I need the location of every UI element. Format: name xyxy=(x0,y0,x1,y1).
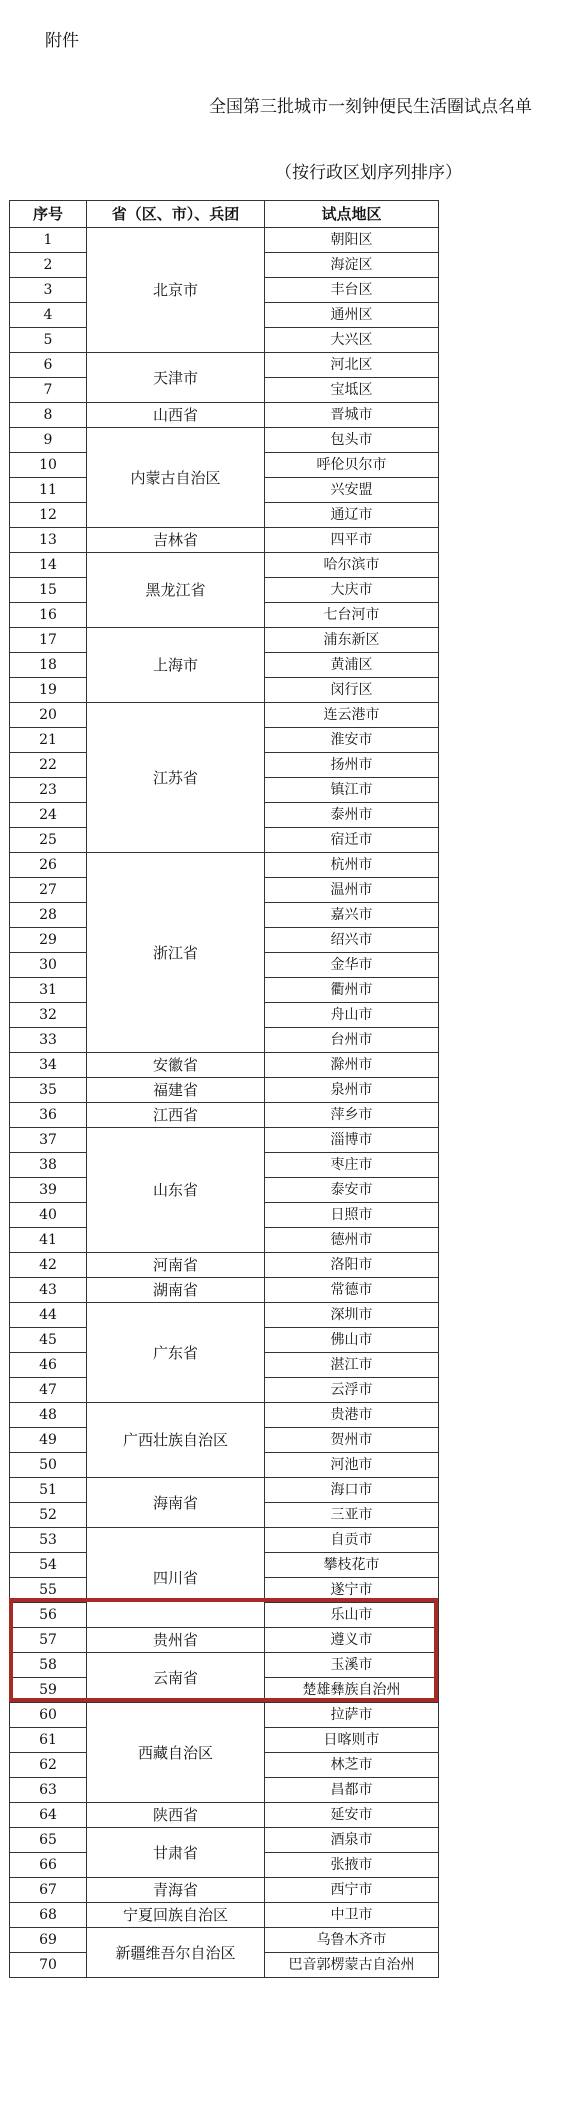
province-cell: 西藏自治区 xyxy=(87,1703,265,1803)
column-header-province: 省（区、市）、兵团 xyxy=(87,201,265,228)
row-number: 46 xyxy=(10,1353,87,1378)
table-row xyxy=(10,1703,439,1728)
area-cell: 河池市 xyxy=(265,1453,439,1478)
area-cell: 杭州市 xyxy=(265,853,439,878)
province-cell: 甘肃省 xyxy=(87,1828,265,1878)
row-number: 64 xyxy=(10,1803,87,1828)
province-cell: 陕西省 xyxy=(87,1803,265,1828)
province-cell: 贵州省 xyxy=(87,1628,265,1653)
area-cell: 日照市 xyxy=(265,1203,439,1228)
area-cell: 日喀则市 xyxy=(265,1728,439,1753)
area-cell: 四平市 xyxy=(265,528,439,553)
row-number: 40 xyxy=(10,1203,87,1228)
table-row xyxy=(10,1628,439,1653)
table-row xyxy=(10,1878,439,1903)
province-cell: 内蒙古自治区 xyxy=(87,428,265,528)
area-cell: 大兴区 xyxy=(265,328,439,353)
row-number: 9 xyxy=(10,428,87,453)
area-cell: 自贡市 xyxy=(265,1528,439,1553)
area-cell: 枣庄市 xyxy=(265,1153,439,1178)
row-number: 48 xyxy=(10,1403,87,1428)
row-number: 18 xyxy=(10,653,87,678)
row-number: 15 xyxy=(10,578,87,603)
row-number: 17 xyxy=(10,628,87,653)
province-cell: 北京市 xyxy=(87,228,265,353)
table-row xyxy=(10,228,439,253)
area-cell: 德州市 xyxy=(265,1228,439,1253)
area-cell: 河北区 xyxy=(265,353,439,378)
row-number: 52 xyxy=(10,1503,87,1528)
table-row xyxy=(10,1478,439,1503)
table-row xyxy=(10,1653,439,1678)
area-cell: 佛山市 xyxy=(265,1328,439,1353)
province-cell: 天津市 xyxy=(87,353,265,403)
row-number: 31 xyxy=(10,978,87,1003)
table-row xyxy=(10,1403,439,1428)
area-cell: 西宁市 xyxy=(265,1878,439,1903)
area-cell: 乌鲁木齐市 xyxy=(265,1928,439,1953)
row-number: 54 xyxy=(10,1553,87,1578)
table-row xyxy=(10,628,439,653)
row-number: 13 xyxy=(10,528,87,553)
province-cell: 江苏省 xyxy=(87,703,265,853)
row-number: 42 xyxy=(10,1253,87,1278)
row-number: 28 xyxy=(10,903,87,928)
area-cell: 三亚市 xyxy=(265,1503,439,1528)
area-cell: 中卫市 xyxy=(265,1903,439,1928)
row-number: 32 xyxy=(10,1003,87,1028)
row-number: 12 xyxy=(10,503,87,528)
row-number: 57 xyxy=(10,1628,87,1653)
area-cell: 镇江市 xyxy=(265,778,439,803)
area-cell: 遂宁市 xyxy=(265,1578,439,1603)
province-cell: 江西省 xyxy=(87,1103,265,1128)
row-number: 2 xyxy=(10,253,87,278)
attachment-label: 附件 xyxy=(45,31,79,51)
table-header-row xyxy=(10,201,439,228)
row-number: 68 xyxy=(10,1903,87,1928)
area-cell: 张掖市 xyxy=(265,1853,439,1878)
table-row xyxy=(10,528,439,553)
row-number: 60 xyxy=(10,1703,87,1728)
table-row xyxy=(10,1278,439,1303)
column-header-index: 序号 xyxy=(10,201,87,228)
row-number: 44 xyxy=(10,1303,87,1328)
area-cell: 昌都市 xyxy=(265,1778,439,1803)
area-cell: 连云港市 xyxy=(265,703,439,728)
row-number: 14 xyxy=(10,553,87,578)
area-cell: 浦东新区 xyxy=(265,628,439,653)
row-number: 1 xyxy=(10,228,87,253)
row-number: 16 xyxy=(10,603,87,628)
row-number: 34 xyxy=(10,1053,87,1078)
row-number: 39 xyxy=(10,1178,87,1203)
province-cell: 河南省 xyxy=(87,1253,265,1278)
area-cell: 台州市 xyxy=(265,1028,439,1053)
area-cell: 绍兴市 xyxy=(265,928,439,953)
area-cell: 延安市 xyxy=(265,1803,439,1828)
area-cell: 衢州市 xyxy=(265,978,439,1003)
area-cell: 闵行区 xyxy=(265,678,439,703)
row-number: 65 xyxy=(10,1828,87,1853)
area-cell: 巴音郭楞蒙古自治州 xyxy=(265,1953,439,1978)
sort-note: （按行政区划序列排序） xyxy=(275,163,462,183)
table-row xyxy=(10,1528,439,1553)
row-number: 47 xyxy=(10,1378,87,1403)
row-number: 58 xyxy=(10,1653,87,1678)
row-number: 53 xyxy=(10,1528,87,1553)
area-cell: 丰台区 xyxy=(265,278,439,303)
area-cell: 攀枝花市 xyxy=(265,1553,439,1578)
table-row xyxy=(10,1928,439,1953)
area-cell: 深圳市 xyxy=(265,1303,439,1328)
row-number: 11 xyxy=(10,478,87,503)
area-cell: 哈尔滨市 xyxy=(265,553,439,578)
area-cell: 遵义市 xyxy=(265,1628,439,1653)
row-number: 69 xyxy=(10,1928,87,1953)
row-number: 63 xyxy=(10,1778,87,1803)
row-number: 55 xyxy=(10,1578,87,1603)
area-cell: 湛江市 xyxy=(265,1353,439,1378)
province-cell: 黑龙江省 xyxy=(87,553,265,628)
area-cell: 黄浦区 xyxy=(265,653,439,678)
row-number: 20 xyxy=(10,703,87,728)
area-cell: 宿迁市 xyxy=(265,828,439,853)
area-cell: 贺州市 xyxy=(265,1428,439,1453)
row-number: 62 xyxy=(10,1753,87,1778)
area-cell: 通州区 xyxy=(265,303,439,328)
province-cell: 广西壮族自治区 xyxy=(87,1403,265,1478)
row-number: 30 xyxy=(10,953,87,978)
table-row xyxy=(10,853,439,878)
row-number: 37 xyxy=(10,1128,87,1153)
row-number: 61 xyxy=(10,1728,87,1753)
area-cell: 七台河市 xyxy=(265,603,439,628)
row-number: 3 xyxy=(10,278,87,303)
table-row xyxy=(10,703,439,728)
province-cell: 青海省 xyxy=(87,1878,265,1903)
area-cell: 乐山市 xyxy=(265,1603,439,1628)
area-cell: 大庆市 xyxy=(265,578,439,603)
row-number: 19 xyxy=(10,678,87,703)
row-number: 6 xyxy=(10,353,87,378)
area-cell: 淄博市 xyxy=(265,1128,439,1153)
area-cell: 云浮市 xyxy=(265,1378,439,1403)
row-number: 38 xyxy=(10,1153,87,1178)
area-cell: 淮安市 xyxy=(265,728,439,753)
area-cell: 朝阳区 xyxy=(265,228,439,253)
province-cell: 海南省 xyxy=(87,1478,265,1528)
area-cell: 贵港市 xyxy=(265,1403,439,1428)
row-number: 45 xyxy=(10,1328,87,1353)
table-row xyxy=(10,1303,439,1328)
row-number: 24 xyxy=(10,803,87,828)
table-row xyxy=(10,1903,439,1928)
table-row xyxy=(10,428,439,453)
row-number: 4 xyxy=(10,303,87,328)
province-cell: 新疆维吾尔自治区 xyxy=(87,1928,265,1978)
row-number: 70 xyxy=(10,1953,87,1978)
row-number: 27 xyxy=(10,878,87,903)
table-row xyxy=(10,553,439,578)
row-number: 23 xyxy=(10,778,87,803)
column-header-area: 试点地区 xyxy=(265,201,439,228)
row-number: 43 xyxy=(10,1278,87,1303)
row-number: 7 xyxy=(10,378,87,403)
table-row xyxy=(10,1253,439,1278)
table-row xyxy=(10,1053,439,1078)
area-cell: 通辽市 xyxy=(265,503,439,528)
row-number: 56 xyxy=(10,1603,87,1628)
row-number: 33 xyxy=(10,1028,87,1053)
area-cell: 兴安盟 xyxy=(265,478,439,503)
province-cell: 山西省 xyxy=(87,403,265,428)
row-number: 26 xyxy=(10,853,87,878)
area-cell: 舟山市 xyxy=(265,1003,439,1028)
row-number: 59 xyxy=(10,1678,87,1703)
table-row xyxy=(10,1128,439,1153)
row-number: 5 xyxy=(10,328,87,353)
area-cell: 常德市 xyxy=(265,1278,439,1303)
area-cell: 呼伦贝尔市 xyxy=(265,453,439,478)
area-cell: 滁州市 xyxy=(265,1053,439,1078)
province-cell: 广东省 xyxy=(87,1303,265,1403)
area-cell: 海口市 xyxy=(265,1478,439,1503)
row-number: 50 xyxy=(10,1453,87,1478)
table-row xyxy=(10,1078,439,1103)
row-number: 10 xyxy=(10,453,87,478)
row-number: 66 xyxy=(10,1853,87,1878)
table-row xyxy=(10,403,439,428)
province-cell: 福建省 xyxy=(87,1078,265,1103)
area-cell: 林芝市 xyxy=(265,1753,439,1778)
province-cell: 浙江省 xyxy=(87,853,265,1053)
province-cell: 宁夏回族自治区 xyxy=(87,1903,265,1928)
province-cell: 山东省 xyxy=(87,1128,265,1253)
area-cell: 嘉兴市 xyxy=(265,903,439,928)
table-body xyxy=(10,228,439,1978)
row-number: 22 xyxy=(10,753,87,778)
row-number: 51 xyxy=(10,1478,87,1503)
area-cell: 拉萨市 xyxy=(265,1703,439,1728)
province-cell: 湖南省 xyxy=(87,1278,265,1303)
province-cell: 云南省 xyxy=(87,1653,265,1703)
area-cell: 洛阳市 xyxy=(265,1253,439,1278)
area-cell: 温州市 xyxy=(265,878,439,903)
row-number: 41 xyxy=(10,1228,87,1253)
table-row xyxy=(10,353,439,378)
province-cell: 上海市 xyxy=(87,628,265,703)
row-number: 49 xyxy=(10,1428,87,1453)
row-number: 25 xyxy=(10,828,87,853)
area-cell: 玉溪市 xyxy=(265,1653,439,1678)
area-cell: 包头市 xyxy=(265,428,439,453)
area-cell: 金华市 xyxy=(265,953,439,978)
area-cell: 宝坻区 xyxy=(265,378,439,403)
area-cell: 泰安市 xyxy=(265,1178,439,1203)
table-row xyxy=(10,1803,439,1828)
row-number: 8 xyxy=(10,403,87,428)
area-cell: 扬州市 xyxy=(265,753,439,778)
row-number: 21 xyxy=(10,728,87,753)
document-title: 全国第三批城市一刻钟便民生活圈试点名单 xyxy=(209,97,532,117)
area-cell: 萍乡市 xyxy=(265,1103,439,1128)
row-number: 67 xyxy=(10,1878,87,1903)
area-cell: 酒泉市 xyxy=(265,1828,439,1853)
area-cell: 泰州市 xyxy=(265,803,439,828)
area-cell: 楚雄彝族自治州 xyxy=(265,1678,439,1703)
province-cell: 吉林省 xyxy=(87,528,265,553)
row-number: 29 xyxy=(10,928,87,953)
table-row xyxy=(10,1103,439,1128)
province-cell: 安徽省 xyxy=(87,1053,265,1078)
area-cell: 海淀区 xyxy=(265,253,439,278)
row-number: 36 xyxy=(10,1103,87,1128)
row-number: 35 xyxy=(10,1078,87,1103)
table-row xyxy=(10,1828,439,1853)
area-cell: 晋城市 xyxy=(265,403,439,428)
pilot-list-table xyxy=(9,200,439,1978)
area-cell: 泉州市 xyxy=(265,1078,439,1103)
province-cell: 四川省 xyxy=(87,1528,265,1628)
